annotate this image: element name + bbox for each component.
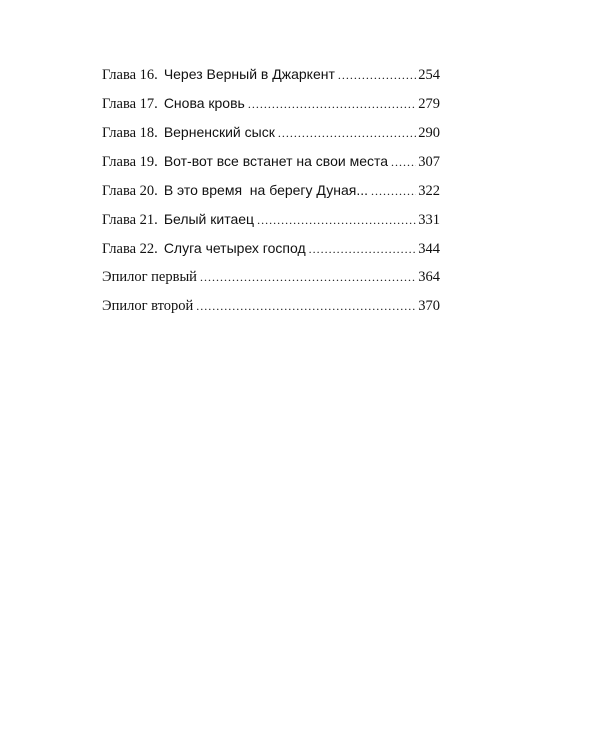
toc-chapter-label: Глава 16.	[102, 67, 158, 83]
toc-entry	[102, 292, 440, 321]
toc-page-number: 254	[418, 67, 440, 83]
toc-chapter-label: Глава 19.	[102, 154, 158, 170]
toc-dot-leader	[391, 148, 416, 176]
toc-page-number: 290	[418, 125, 440, 141]
toc-entry-title: Снова кровь	[163, 95, 245, 111]
toc-entry	[102, 147, 440, 176]
toc-entry	[102, 176, 440, 205]
toc-chapter-label: Эпилог первый	[102, 269, 197, 285]
toc-page-number: 331	[418, 212, 440, 228]
toc-chapter-label: Эпилог второй	[102, 298, 194, 314]
table-of-contents	[102, 60, 440, 321]
toc-dot-leader	[200, 263, 416, 292]
toc-chapter-label: Глава 20.	[102, 183, 158, 199]
toc-entry	[102, 60, 440, 89]
toc-chapter-label: Глава 21.	[102, 212, 158, 228]
toc-page-number: 279	[418, 96, 440, 112]
toc-entry	[102, 89, 440, 118]
toc-dot-leader	[248, 90, 416, 118]
toc-entry-title: Слуга четырех господ	[163, 240, 306, 256]
toc-entry-title: Вот-вот все встанет на свои места	[163, 153, 389, 169]
toc-chapter-label: Глава 17.	[102, 96, 158, 112]
toc-entry-title: Через Верный в Джаркент	[163, 66, 335, 82]
toc-page-number: 322	[418, 183, 440, 199]
toc-dot-leader	[338, 61, 416, 89]
toc-dot-leader	[257, 206, 416, 234]
toc-chapter-label: Глава 18.	[102, 125, 158, 141]
toc-dot-leader	[278, 119, 416, 147]
toc-entry-title: Белый китаец	[163, 211, 255, 227]
toc-entry	[102, 234, 440, 263]
toc-entry	[102, 205, 440, 234]
toc-chapter-label: Глава 22.	[102, 241, 158, 257]
toc-entry	[102, 118, 440, 147]
toc-dot-leader	[371, 177, 416, 205]
toc-page-number: 344	[418, 241, 440, 257]
toc-page-number: 370	[418, 298, 440, 314]
toc-page-number: 364	[418, 269, 440, 285]
toc-entry-title: Верненский сыск	[163, 124, 275, 140]
toc-page-number: 307	[418, 154, 440, 170]
toc-dot-leader	[196, 292, 416, 321]
toc-dot-leader	[309, 235, 417, 263]
toc-entry-title: В это время на берегу Дуная...	[163, 182, 368, 198]
toc-entry	[102, 263, 440, 292]
